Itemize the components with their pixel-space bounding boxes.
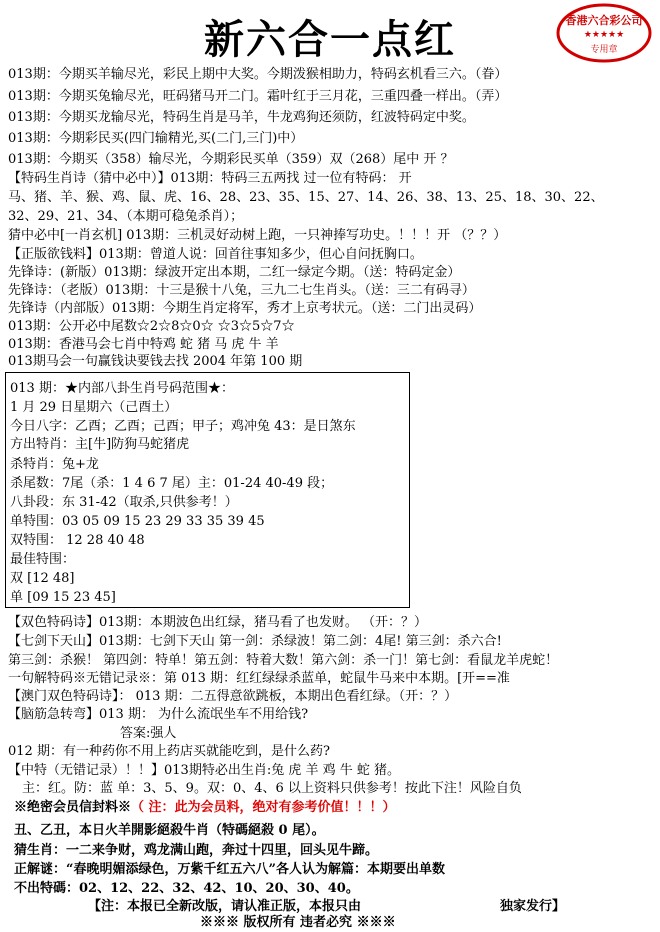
box-line-2: 1 月 29 日星期六（己酉土） [10, 400, 178, 415]
text-line-16: 013期马会一句赢钱诀要钱去找 2004 年第 100 期 [8, 354, 303, 369]
text-line-6: 【特码生肖诗（猜中必中）】013期：特码三五两找 过一位有特码： 开 [8, 171, 412, 186]
notice-line-end: 独家发行】 [500, 899, 566, 914]
box-line-12: 单 [09 15 23 45] [10, 590, 116, 605]
text-line-2: 013期：今期买兔输尽光，旺码猪马开二门。霜叶红于三月花，三重四叠一样出。（弄） [8, 89, 508, 104]
text-line-14: 013期：公开必中尾数☆2☆8☆0☆ ☆3☆5☆7☆ [8, 319, 295, 334]
lower-line-5: 【澳门双色特码诗】： 013 期：二五得意欲跳板，本期出色看红绿。（开：？） [8, 689, 458, 704]
bagua-zodiac-box [5, 372, 410, 608]
text-line-9: 猜中必中[一肖玄机] 013期：三机灵好动树上跑，一只神捧写功史。！！！开 （？？） [8, 228, 507, 243]
box-line-4: 方出特肖：主[牛]防狗马蛇猪虎 [10, 437, 190, 452]
text-line-7: 马、猪、羊、猴、鸡、鼠、虎、16、28、23、35、15、27、14、26、38、13、25、18、30、22、 [8, 190, 604, 205]
company-seal [555, 2, 653, 64]
box-line-1: 013 期：★内部八卦生肖号码范围★： [10, 381, 234, 396]
lower-line-2: 【七剑下天山】013期：七剑下天山 第一剑：杀绿波！第二剑：4尾! 第三剑：杀六合! [8, 634, 502, 649]
text-line-13: 先锋诗（内部版）013期：今期生肖定将军，秀才上京考状元。（送：二门出灵码） [8, 301, 482, 316]
lower-line-1: 【双色特码诗】013期：本期波色出红绿，猪马看了也发财。 （开：？） [8, 615, 427, 630]
notice-line-start: 【注：本报已全新改版，请认准正版，本报只由 [88, 899, 362, 914]
box-line-5: 杀特肖：兔+龙 [10, 457, 99, 472]
lower-line-8: 012 期：有一种药你不用上药店买就能吃到，是什么药? [8, 744, 330, 759]
lower-line-14: 正解谜：“春晚明媚添绿色，万紫千红五六八”各人认为解篇：本期要出单数 [14, 862, 445, 877]
seal-label: 专用章 [590, 45, 618, 55]
lower-line-7: 答案:强人 [120, 726, 177, 741]
text-line-15: 013期：香港马会七肖中特鸡 蛇 猪 马 虎 牛 羊 [8, 337, 279, 352]
text-line-5: 013期：今期买（358）输尽光，今期彩民买单（359）双（268）尾中 开 ？ [8, 152, 454, 167]
lower-line-9: 【中特（无错记录）！！】013期特必出生肖:兔 虎 羊 鸡 牛 蛇 猪。 [8, 763, 400, 778]
box-line-6: 杀尾数：7尾（杀：1 4 6 7 尾）主：01-24 40-49 段； [10, 476, 334, 491]
lower-line-3: 第三剑：杀猴！ 第四剑：特单！第五剑：特着大数！第六剑：杀一门！第七剑：看鼠龙羊虎蛇！ [8, 653, 559, 668]
lower-line-13: 猜生肖：一二来争财，鸡龙满山跑，奔过十四里，回头见牛蹄。 [14, 843, 379, 858]
text-line-10: 【正版欲钱料】013期：曾道人说：回首往事知多少，但心自问抚胸口。 [8, 247, 423, 262]
lower-line-6: 【脑筋急转弯】013 期： 为什么流氓坐车不用给钱? [8, 707, 309, 722]
seal-stars: ★★★★★ [583, 30, 625, 40]
page-title: 新六合一点红 [204, 16, 456, 63]
text-line-12: 先锋诗：（老版）013期：十三是猴十八兔，三九二七生肖头。（送：三二有码寻） [8, 283, 475, 298]
seal-text: 香港六合彩公司 [565, 14, 643, 27]
lower-line-12: 丑、乙丑，本日火羊開影絕殺牛肖（特碼絕殺 0 尾）。 [14, 823, 325, 838]
box-line-8: 单特围：03 05 09 15 23 29 33 35 39 45 [10, 514, 265, 529]
box-line-11: 双 [12 48] [10, 571, 75, 586]
vip-note: （ 注：此为会员料，绝对有参考价值！！！） [131, 800, 396, 815]
vip-envelope-label: ※绝密会员信封料※ [14, 800, 132, 815]
lower-line-10: 主：红。防：蓝 单：3、5、9。双：0、4、6 以上资料只供参考！按此下注！风险自负 [22, 781, 522, 796]
text-line-11: 先锋诗：(新版）013期：绿波开定出本期，二红一绿定今期。（送：特码定金） [8, 265, 461, 280]
text-line-4: 013期：今期彩民买(四门输精光,买(二门,三门)中） [8, 131, 304, 146]
text-line-8: 32、29、21、34、（本期可稳兔杀肖）； [8, 209, 244, 224]
box-line-9: 双特围： 12 28 40 48 [10, 533, 145, 548]
text-line-3: 013期：今期买龙输尽光，特码生肖是马羊，牛龙鸡狗还须防，红波特码定中奖。 [8, 110, 475, 125]
text-line-1: 013期：今期买羊输尽光，彩民上期中大奖。今期泼猴相助力，特码玄机看三六。（眷） [8, 67, 508, 82]
copyright-line: ※※※ 版权所有 违者必究 ※※※ [200, 915, 396, 930]
lower-line-15: 不出特碼：02、12、22、32、42、10、20、30、40。 [14, 881, 359, 896]
box-line-7: 八卦段：东 31-42（取杀,只供参考！） [10, 495, 238, 510]
box-line-3: 今日八字：乙酉；乙酉；己酉；甲子；鸡冲兔 43：是日煞东 [10, 419, 356, 434]
box-line-10: 最佳特围： [10, 552, 76, 567]
lower-line-4: 一句解特码※无错记录※：第 013 期：红红绿绿杀蓝单，蛇鼠牛马来中本期。[开==准 [8, 671, 510, 686]
